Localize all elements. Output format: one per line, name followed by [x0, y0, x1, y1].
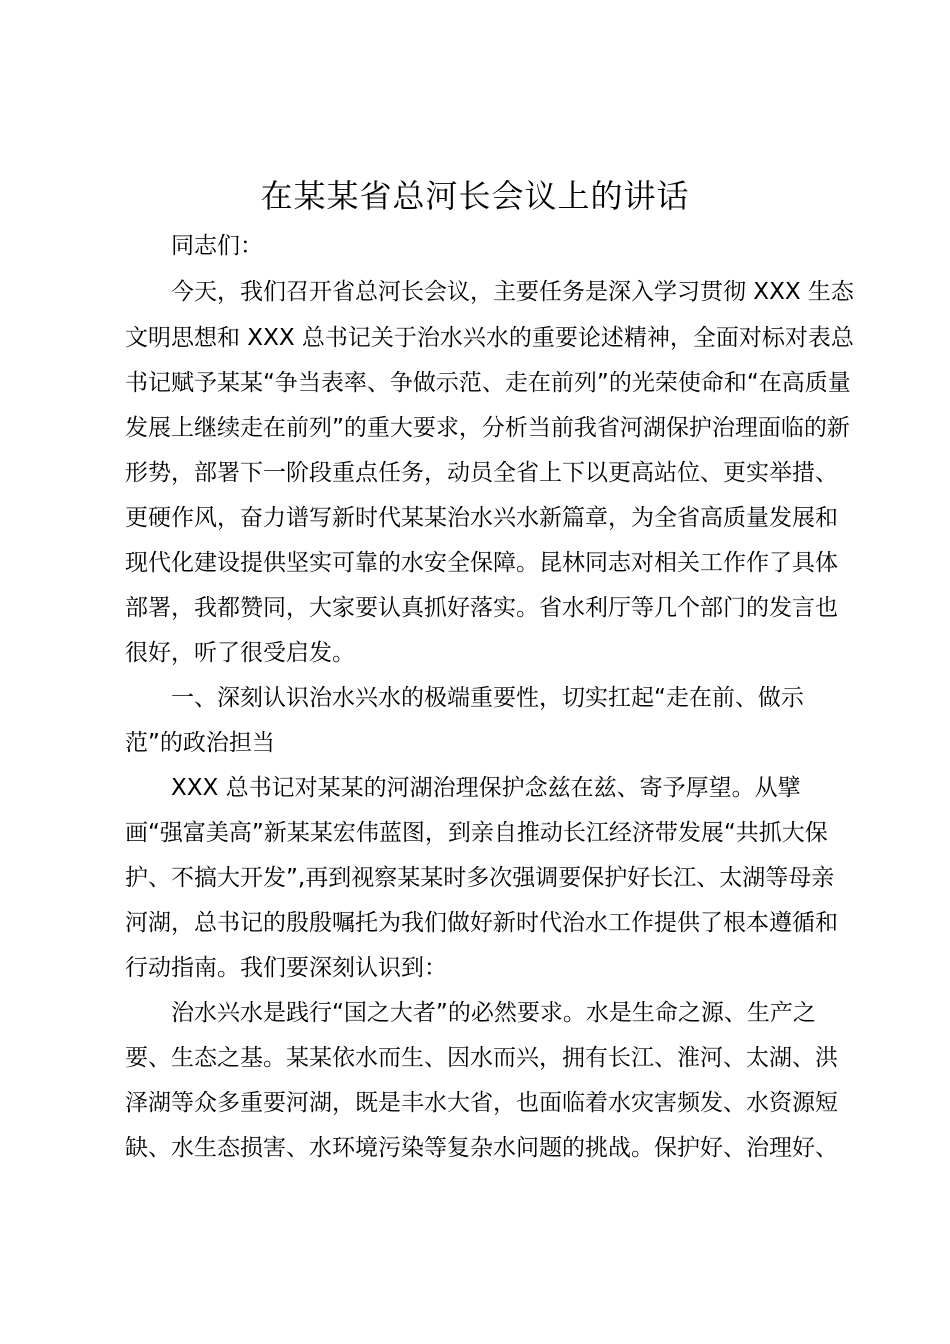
paragraph-line: 文明思想和 XXX 总书记关于治水兴水的重要论述精神，全面对标对表总 — [125, 325, 854, 351]
paragraph-line: 形势，部署下一阶段重点任务，动员全省上下以更高站位、更实举措、 — [125, 460, 838, 486]
paragraph-line: 行动指南。我们要深刻认识到： — [125, 955, 447, 981]
paragraph-line: 很好，听了很受启发。 — [125, 640, 355, 666]
paragraph-line: 缺、水生态损害、水环境污染等复杂水问题的挑战。保护好、治理好、 — [125, 1135, 838, 1161]
paragraph-line: 现代化建设提供坚实可靠的水安全保障。昆林同志对相关工作作了具体 — [125, 550, 838, 576]
paragraph-line: 书记赋予某某“争当表率、争做示范、走在前列”的光荣使命和“在高质量 — [125, 370, 851, 396]
paragraph-line: 泽湖等众多重要河湖，既是丰水大省，也面临着水灾害频发、水资源短 — [125, 1090, 838, 1116]
paragraph-line: 更硬作风，奋力谱写新时代某某治水兴水新篇章，为全省高质量发展和 — [125, 505, 838, 531]
paragraph-line: 部署，我都赞同，大家要认真抓好落实。省水利厅等几个部门的发言也 — [125, 595, 838, 621]
paragraph-line: 今天，我们召开省总河长会议，主要任务是深入学习贯彻 XXX 生态 — [171, 279, 854, 305]
paragraph-line: 要、生态之基。某某依水而生、因水而兴，拥有长江、淮河、太湖、洪 — [125, 1045, 838, 1071]
document-title: 在某某省总河长会议上的讲话 — [260, 177, 690, 215]
paragraph-line: 护、不搞大开发”,再到视察某某时多次强调要保护好长江、太湖等母亲 — [125, 865, 835, 891]
paragraph-line: 治水兴水是践行“国之大者”的必然要求。水是生命之源、生产之 — [171, 1000, 816, 1026]
section-heading: 范”的政治担当 — [125, 730, 275, 756]
paragraph-line: 河湖，总书记的殷殷嘱托为我们做好新时代治水工作提供了根本遵循和 — [125, 910, 838, 936]
paragraph-line: XXX 总书记对某某的河湖治理保护念兹在兹、寄予厚望。从擘 — [171, 775, 801, 801]
section-heading: 一、深刻认识治水兴水的极端重要性，切实扛起“走在前、做示 — [171, 685, 804, 711]
paragraph-line: 发展上继续走在前列”的重大要求，分析当前我省河湖保护治理面临的新 — [125, 415, 850, 441]
paragraph-line: 画“强富美高”新某某宏伟蓝图，到亲自推动长江经济带发展“共抓大保 — [125, 820, 828, 846]
salutation: 同志们： — [171, 233, 263, 259]
